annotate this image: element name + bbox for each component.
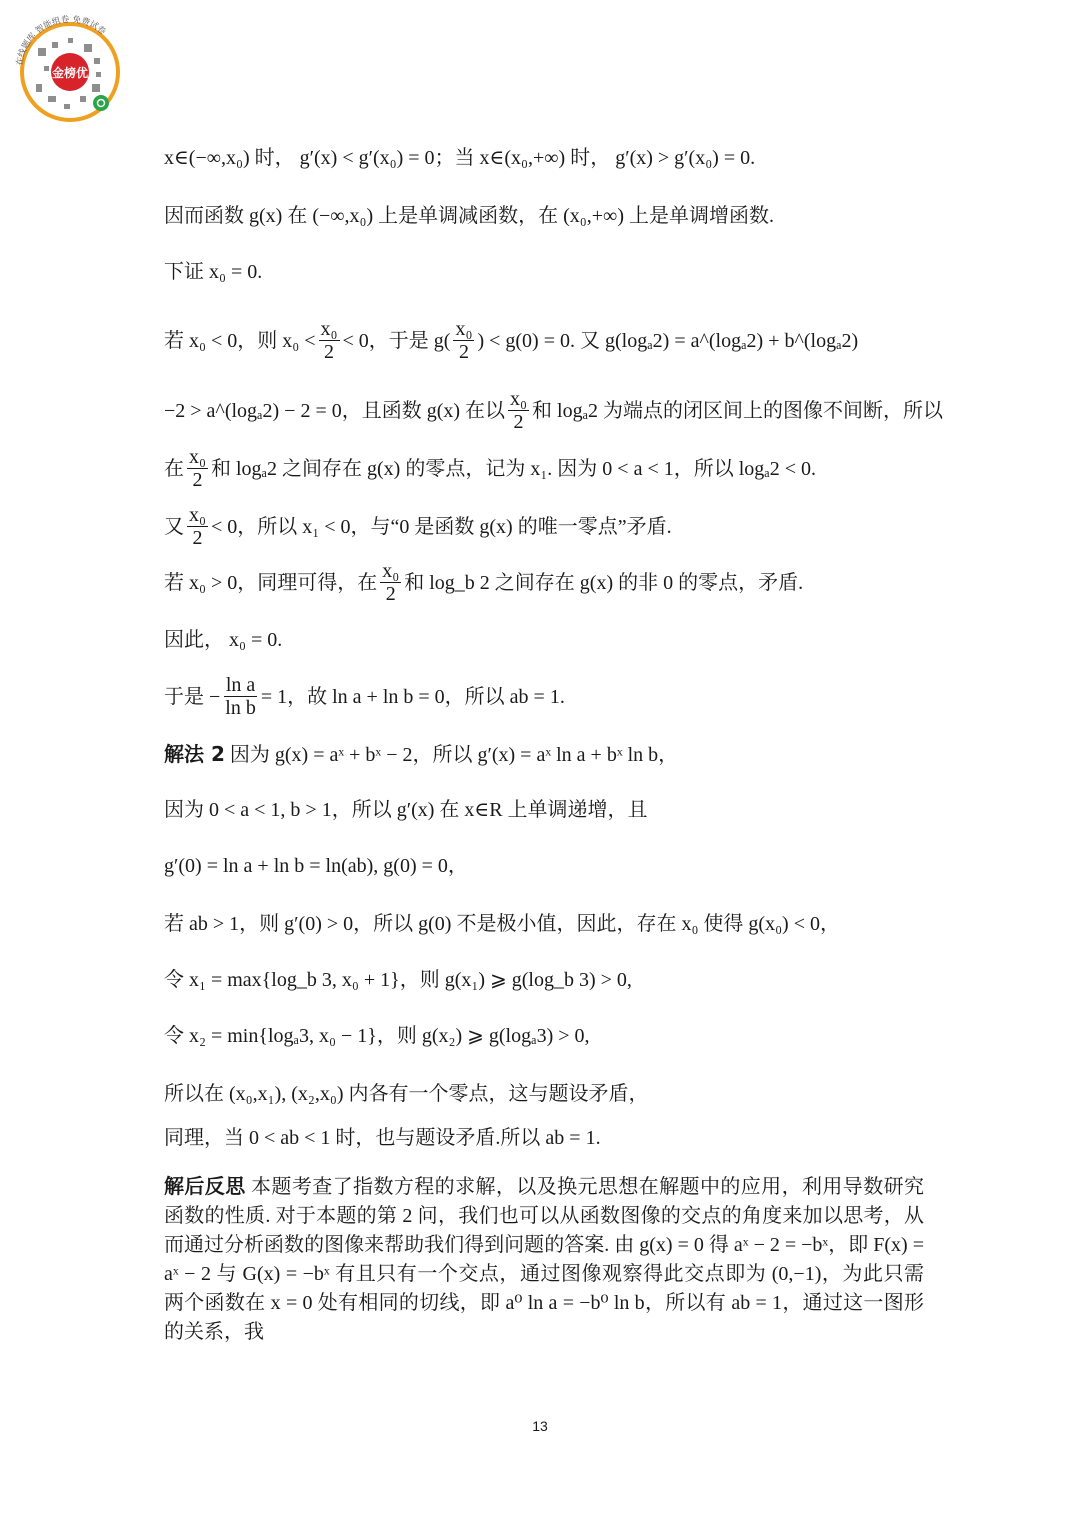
- fraction: $\frac{\text{x₀}}{2}$: [382, 560, 400, 605]
- fraction: $\frac{\text{x₀}}{2}$: [320, 318, 338, 363]
- text-line: x∈(−∞,x₀) 时， g′(x) < g′(x₀) = 0；当 x∈(x₀,+∞) 时， g′(x) > g′(x₀) = 0.: [164, 147, 756, 169]
- text-line: 若 ab > 1，则 g′(0) > 0，所以 g(0) 不是极小值，因此，存在 x₀ 使得 g(x₀) < 0，: [164, 913, 840, 935]
- text-line: 同理，当 0 < ab < 1 时，也与题设矛盾.所以 ab = 1.: [164, 1127, 601, 1149]
- text-line: 若 x₀ > 0，同理可得，在 $\frac{\text{x₀}}{2}$ 和 log_b 2 之间存在 g(x) 的非 0 的零点，矛盾.: [164, 560, 804, 605]
- logo-brand-text: 金榜优: [51, 66, 89, 80]
- fraction: $\frac{\text{x₀}}{2}$: [189, 446, 206, 491]
- fraction: $\frac{\text{x₀}}{2}$: [189, 504, 206, 549]
- reflection-label: 解后反思: [164, 1174, 246, 1198]
- fraction: $\frac{\text{x₀}}{2}$: [455, 318, 473, 363]
- brand-logo: [8, 8, 132, 124]
- text-line: 所以在 (x₀,x₁), (x₂,x₀) 内各有一个零点，这与题设矛盾，: [164, 1083, 649, 1105]
- reflection-paragraph: 解后反思 本题考查了指数方程的求解，以及换元思想在解题中的应用，利用导数研究函数的性质. 对于本题的第 2 问，我们也可以从函数图像的交点的角度来加以思考，从而通过分析函数的图像来帮助我们得到问题的答案. 由 g(x) = 0 得 aˣ − 2 = −bˣ，即 F(x) = aˣ − 2 与 G(x) = −bˣ 有且只有一个交点，通过图像观察得此交点即为 (0,−1)，为此只需两个函数在 x = 0 处有相同的切线，即 a⁰ ln a = −b⁰ ln b，所以有 ab = 1，通过这一图形的关系，我: [164, 1174, 925, 1343]
- text-line: 令 x₂ = min{logₐ3, x₀ − 1}，则 g(x₂) ⩾ g(logₐ3) > 0,: [164, 1025, 590, 1047]
- text-line: g′(0) = ln a + ln b = ln(ab), g(0) = 0，: [164, 855, 468, 877]
- text-line: 解法 2 因为 g(x) = aˣ + bˣ − 2，所以 g′(x) = aˣ ln a + bˣ ln b，: [164, 742, 679, 766]
- method-label: 解法 2: [164, 742, 225, 766]
- text-line: 又 $\frac{\text{x₀}}{2}$ < 0，所以 x₁ < 0，与“0 是函数 g(x) 的唯一零点”矛盾.: [164, 504, 672, 549]
- text-line: 若 x₀ < 0，则 x₀ < $\frac{\text{x₀}}{2}$ < 0，于是 g( $\frac{\text{x₀}}{2}$ ) < g(0) = 0. 又 g(logₐ2) = a^(logₐ2) + b^(logₐ2): [164, 318, 859, 363]
- text-line: 令 x₁ = max{log_b 3, x₀ + 1}，则 g(x₁) ⩾ g(log_b 3) > 0,: [164, 969, 632, 991]
- page-number: 13: [532, 1418, 548, 1434]
- text-line: 于是 − $\frac{\text{ln a}}{\text{ln b}}$ = 1，故 ln a + ln b = 0，所以 ab = 1.: [164, 674, 565, 719]
- fraction: $\frac{\text{ln a}}{\text{ln b}}$: [225, 674, 256, 719]
- text-line: 因而函数 g(x) 在 (−∞,x₀) 上是单调减函数，在 (x₀,+∞) 上是单调增函数.: [164, 205, 774, 227]
- text-line: 在 $\frac{\text{x₀}}{2}$ 和 logₐ2 之间存在 g(x) 的零点，记为 x₁. 因为 0 < a < 1，所以 logₐ2 < 0.: [164, 446, 817, 491]
- text-line: −2 > a^(logₐ2) − 2 = 0，且函数 g(x) 在以 $\frac{\text{x₀}}{2}$ 和 logₐ2 为端点的闭区间上的图像不间断，所以: [164, 388, 944, 433]
- text-line: 因为 0 < a < 1, b > 1，所以 g′(x) 在 x∈R 上单调递增，且: [164, 799, 648, 821]
- text-line: 下证 x₀ = 0.: [164, 261, 263, 283]
- fraction: $\frac{\text{x₀}}{2}$: [510, 388, 528, 433]
- logo-arc-text: 在线题库 智能组卷 免费试卷: [15, 14, 108, 67]
- text-line: 因此， x₀ = 0.: [164, 629, 283, 651]
